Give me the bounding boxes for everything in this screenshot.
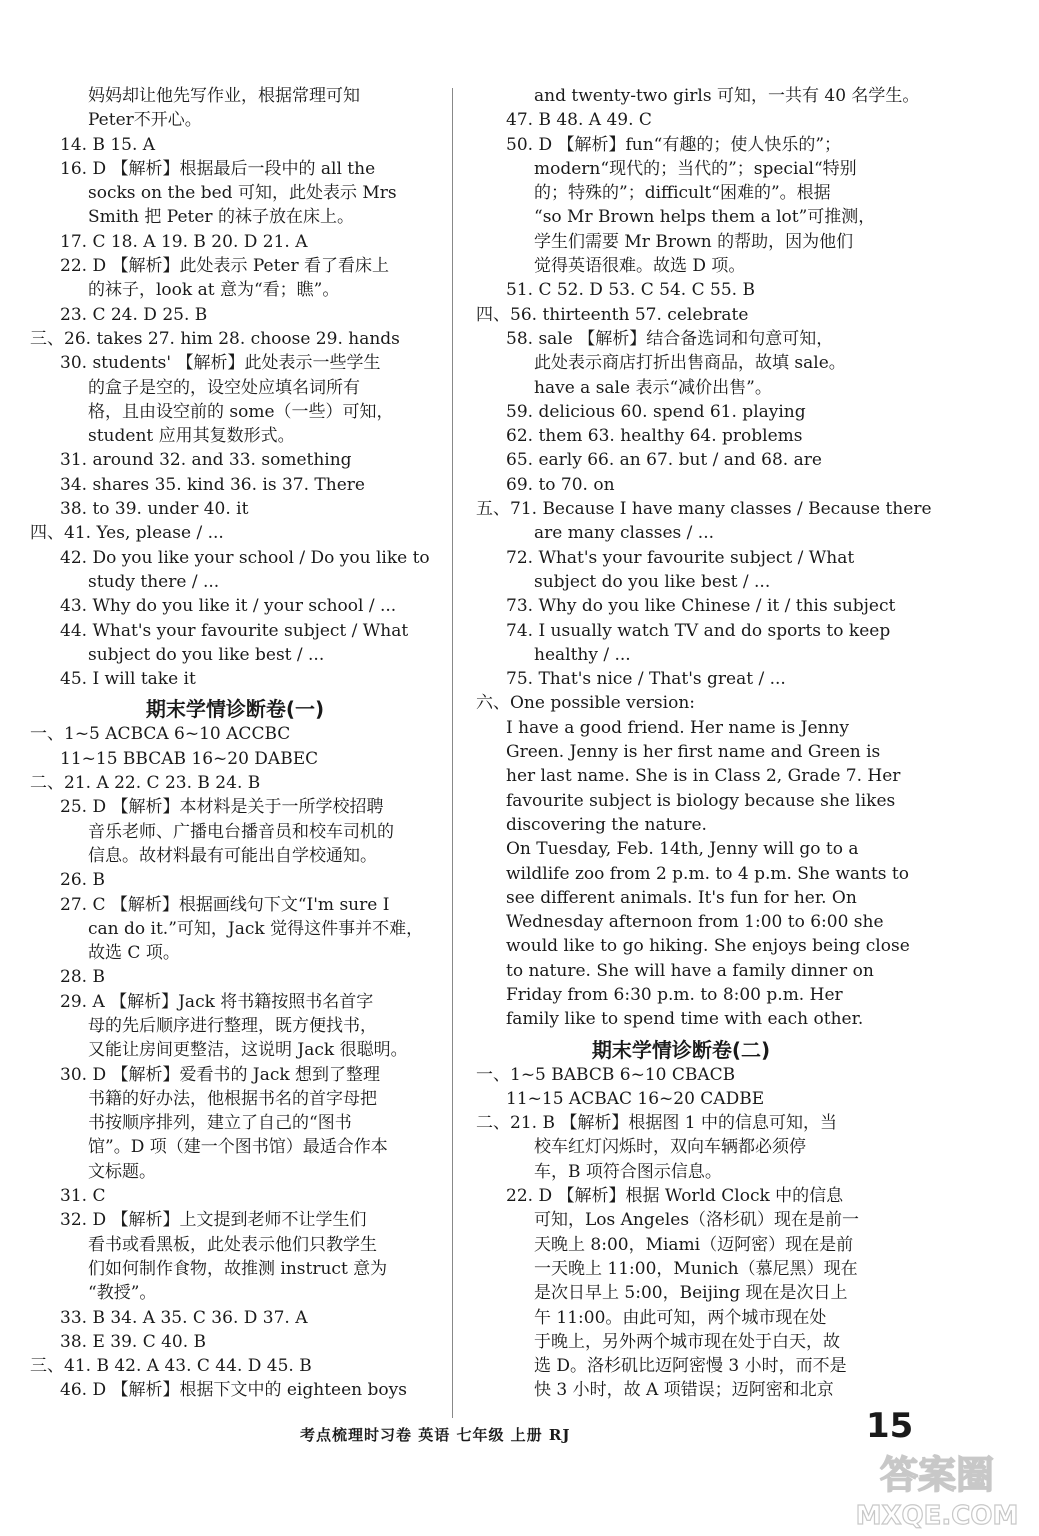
right-line: 此处表示商店打折出售商品，故填 sale。 [534,353,846,374]
right-line: Friday from 6:30 p.m. to 8:00 p.m. Her [506,984,843,1005]
right-line: discovering the nature. [506,814,707,835]
right-line: 校车红灯闪烁时，双向车辆都必须停 [534,1137,806,1158]
left-line: 馆”。D 项（建一个图书馆）最适合作本 [88,1137,388,1158]
right-line: 二、21. B 【解析】根据图 1 中的信息可知，当 [476,1113,837,1134]
left-line: 23. C 24. D 25. B [60,304,208,325]
left-line: 31. around 32. and 33. something [60,450,352,471]
right-line: 一、1~5 BABCB 6~10 CBACB [476,1064,736,1085]
right-line: 可知，Los Angeles（洛杉矶）现在是前一 [534,1210,860,1231]
left-line: subject do you like best / ... [88,644,325,665]
right-line: 选 D。洛杉矶比迈阿密慢 3 小时，而不是 [534,1356,847,1377]
left-line: “教授”。 [88,1283,157,1304]
left-line: 29. A 【解析】Jack 将书籍按照书名首字 [60,991,374,1012]
right-line: Wednesday afternoon from 1:00 to 6:00 she [506,912,884,933]
right-line: 快 3 小时，故 A 项错误；迈阿密和北京 [534,1380,834,1401]
right-line: 75. That's nice / That's great / ... [506,669,786,690]
right-line: 学生们需要 Mr Brown 的帮助，因为他们 [534,231,854,252]
right-line: and twenty-two girls 可知，一共有 40 名学生。 [534,86,920,106]
left-line: 22. D 【解析】此处表示 Peter 看了看床上 [60,256,390,277]
left-line: 们如何制作食物，故推测 instruct 意为 [88,1258,388,1279]
left-line: 42. Do you like your school / Do you like to [60,547,430,568]
right-line: her last name. She is in Class 2, Grade 7. Her [506,766,901,787]
right-line: healthy / ... [534,644,631,665]
right-line: 58. sale 【解析】结合备选词和句意可知， [506,328,834,349]
left-line: 46. D 【解析】根据下文中的 eighteen boys [60,1380,407,1401]
right-line: On Tuesday, Feb. 14th, Jenny will go to a [506,839,859,860]
left-line: 音乐老师、广播电台播音员和校车司机的 [88,821,394,842]
left-line: 43. Why do you like it / your school / ... [60,596,397,617]
right-line: would like to go hiking. She enjoys being close [506,936,910,957]
right-line: I have a good friend. Her name is Jenny [506,717,850,738]
left-line: 一、1~5 ACBCA 6~10 ACCBC [30,724,291,745]
right-line: 是次日早上 5:00，Beijing 现在是次日上 [534,1283,848,1304]
right-line: Green. Jenny is her first name and Green is [506,742,881,763]
right-line: 11~15 ACBAC 16~20 CADBE [506,1088,765,1109]
left-line: 34. shares 35. kind 36. is 37. There [60,474,365,495]
right-line: 62. them 63. healthy 64. problems [506,426,803,447]
right-line: 四、56. thirteenth 57. celebrate [476,304,749,325]
left-line: 格，且由设空前的 some（一些）可知， [88,401,394,422]
left-line: 25. D 【解析】本材料是关于一所学校招聘 [60,797,384,818]
right-line: are many classes / ... [534,523,715,544]
left-line: 38. to 39. under 40. it [60,499,249,520]
left-line: 四、41. Yes, please / ... [30,523,224,544]
left-line: 信息。故材料最有可能出自学校通知。 [88,845,377,866]
left-section-title: 期末学情诊断卷(一) [145,697,325,722]
column-divider [452,88,453,1418]
left-line: 三、41. B 42. A 43. C 44. D 45. B [30,1356,312,1377]
left-line: 17. C 18. A 19. B 20. D 21. A [60,231,308,252]
left-line: 33. B 34. A 35. C 36. D 37. A [60,1307,308,1328]
left-line: 32. D 【解析】上文提到老师不让学生们 [60,1210,367,1231]
right-line: wildlife zoo from 2 p.m. to 4 p.m. She wants to [506,863,910,884]
right-line: 觉得英语很难。故选 D 项。 [534,256,746,277]
left-line: 44. What's your favourite subject / What [60,620,409,641]
right-line: 22. D 【解析】根据 World Clock 中的信息 [506,1186,844,1207]
left-line: 又能让房间更整洁，这说明 Jack 很聪明。 [88,1040,408,1061]
left-line: 26. B [60,870,105,891]
left-line: 31. C [60,1186,106,1207]
right-line: 72. What's your favourite subject / What [506,547,855,568]
right-line: subject do you like best / ... [534,571,771,592]
right-line: 69. to 70. on [506,474,615,495]
left-line: 母的先后顺序进行整理，既方便找书， [88,1015,377,1036]
left-column [30,84,440,1403]
left-line: Peter不开心。 [88,110,202,131]
left-line: socks on the bed 可知，此处表示 Mrs [88,183,397,204]
right-line: 车，B 项符合图示信息。 [534,1161,722,1182]
watermark-logo-text: 答案圈 [879,1453,995,1497]
right-line: 65. early 66. an 67. but / and 68. are [506,450,822,471]
right-line: see different animals. It's fun for her. On [506,887,857,908]
left-line: 27. C 【解析】根据画线句下文“I'm sure I [60,894,390,915]
right-line: 50. D 【解析】fun“有趣的；使人快乐的”； [506,134,842,155]
watermark-url: MXQE.COM [855,1501,1019,1531]
right-line: 六、One possible version: [476,693,695,714]
page-footer: 考点梳理时习卷 英语 七年级 上册 RJ [300,1426,571,1444]
right-section-title: 期末学情诊断卷(二) [591,1037,771,1062]
left-line: 文标题。 [88,1161,156,1182]
right-line: have a sale 表示“减价出售”。 [534,377,772,398]
left-line: 妈妈却让他先写作业，根据常理可知 [88,86,360,106]
right-line: modern“现代的；当代的”；special“特别 [534,158,857,179]
left-line: 书籍的好办法，他根据书名的首字母把 [88,1088,377,1109]
left-line: 的盒子是空的，设空处应填名词所有 [88,377,360,398]
left-line: 三、26. takes 27. him 28. choose 29. hands [30,328,400,349]
left-line: 38. E 39. C 40. B [60,1331,207,1352]
right-line: 73. Why do you like Chinese / it / this subject [506,596,896,617]
right-line: 47. B 48. A 49. C [506,110,652,131]
left-line: 16. D 【解析】根据最后一段中的 all the [60,158,376,179]
left-line: 28. B [60,967,105,988]
left-line: 45. I will take it [60,669,196,690]
right-line: “so Mr Brown helps them a lot”可推测， [534,207,876,228]
right-line: 74. I usually watch TV and do sports to keep [506,620,891,641]
watermark-logo [842,1448,1032,1532]
right-line: favourite subject is biology because she likes [506,790,896,811]
right-line: 天晚上 8:00，Miami（迈阿密）现在是前 [534,1234,854,1255]
right-line: 午 11:00。由此可知，两个城市现在处 [534,1307,827,1328]
left-line: study there / ... [88,571,220,592]
left-line: 二、21. A 22. C 23. B 24. B [30,773,261,794]
left-line: can do it.”可知，Jack 觉得这件事并不难， [88,918,424,939]
left-line: 11~15 BBCAB 16~20 DABEC [60,748,319,769]
right-column [476,84,932,1403]
left-line: 14. B 15. A [60,134,156,155]
right-line: 的；特殊的”；difficult“困难的”。根据 [534,183,831,204]
left-line: student 应用其复数形式。 [88,426,295,447]
right-line: family like to spend time with each other. [506,1009,864,1030]
right-line: 一天晚上 11:00，Munich（慕尼黑）现在 [534,1258,858,1279]
left-line: 故选 C 项。 [88,943,180,964]
left-line: 30. students' 【解析】此处表示一些学生 [60,353,381,374]
page-number: 15 [866,1406,914,1446]
right-line: 51. C 52. D 53. C 54. C 55. B [506,280,755,301]
left-line: 看书或看黑板，此处表示他们只教学生 [88,1234,377,1255]
right-line: 于晚上，另外两个城市现在处于白天，故 [534,1331,840,1352]
right-line: 五、71. Because I have many classes / Because there [476,499,932,520]
left-line: 的袜子，look at 意为“看；瞧”。 [88,280,340,301]
left-line: 30. D 【解析】爱看书的 Jack 想到了整理 [60,1064,381,1085]
left-line: Smith 把 Peter 的袜子放在床上。 [88,207,354,228]
right-line: 59. delicious 60. spend 61. playing [506,401,806,422]
left-line: 书按顺序排列，建立了自己的“图书 [88,1113,352,1134]
right-line: to nature. She will have a family dinner on [506,960,874,981]
